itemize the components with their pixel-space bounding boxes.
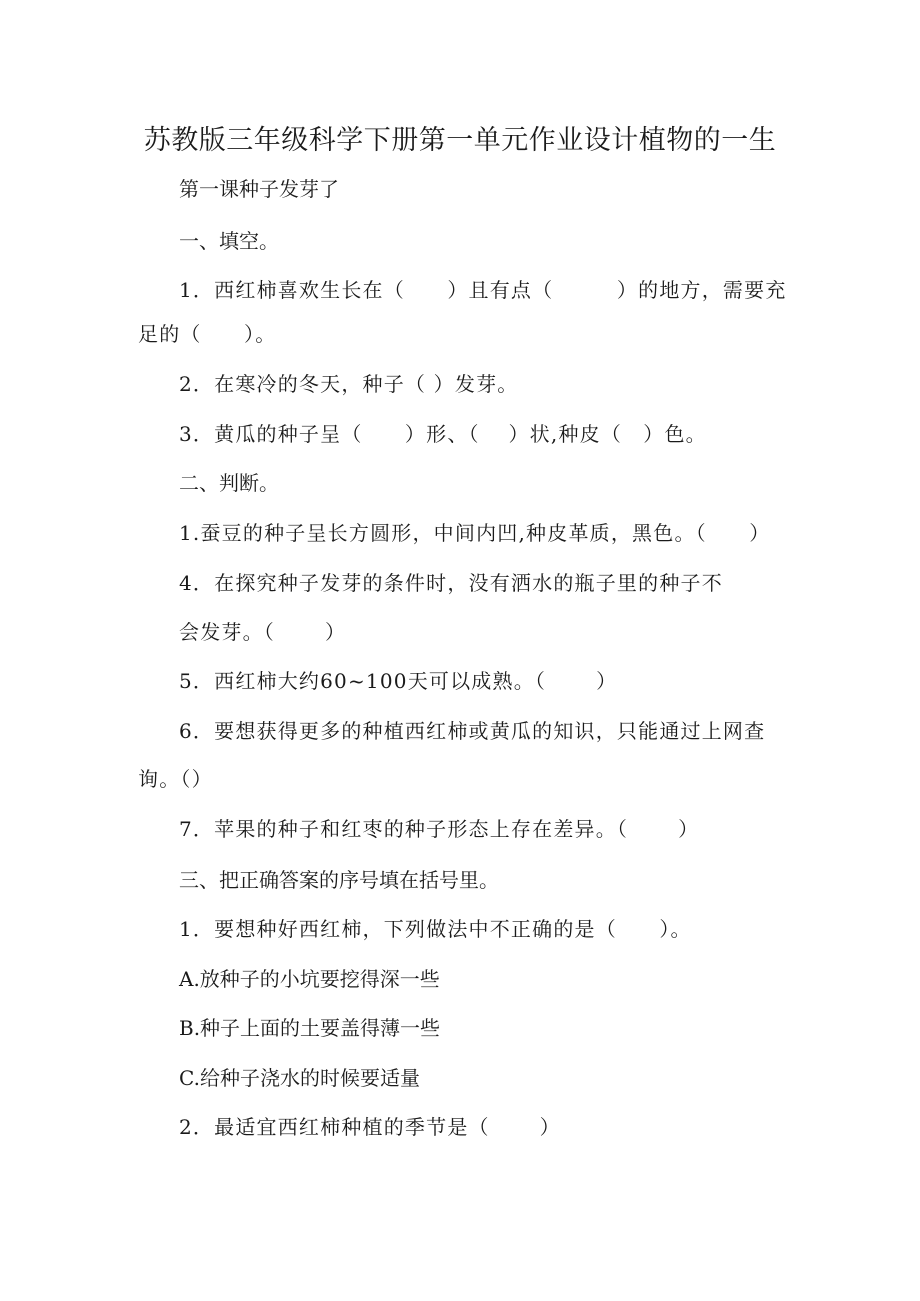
question-tf-5: 5．西红柿大约60~100天可以成熟。（ ）: [179, 669, 618, 693]
question-tf-4-line1: 4．在探究种子发芽的条件时，没有洒水的瓶子里的种子不: [179, 571, 723, 595]
question-tf-6-line2: 询。（）: [138, 767, 213, 791]
section-heading-multiple-choice: 三、把正确答案的序号填在括号里。: [179, 868, 499, 892]
option-mc-1-b: B.种子上面的土要盖得薄一些: [179, 1016, 441, 1040]
question-fill-1-line2: 足的（ ）。: [138, 322, 277, 346]
question-tf-4-line2: 会发芽。（ ）: [179, 620, 347, 644]
question-fill-2: 2．在寒冷的冬天，种子（ ）发芽。: [179, 372, 519, 396]
question-tf-7: 7．苹果的种子和红枣的种子形态上存在差异。（ ）: [179, 817, 700, 841]
section-heading-fill-blank: 一、填空。: [179, 229, 279, 253]
question-mc-1: 1．要想种好西红柿，下列做法中不正确的是（ ）。: [179, 917, 692, 941]
question-fill-1-line1: 1．西红柿喜欢生长在（ ）且有点（ ）的地方，需要充: [179, 278, 787, 302]
question-tf-1: 1.蚕豆的种子呈长方圆形，中间内凹,种皮革质，黑色。（ ）: [179, 521, 771, 545]
question-tf-6-line1: 6．要想获得更多的种植西红柿或黄瓜的知识，只能通过上网查: [179, 719, 766, 743]
document-title: 苏教版三年级科学下册第一单元作业设计植物的一生: [143, 125, 777, 156]
option-mc-1-a: A.放种子的小坑要挖得深一些: [179, 967, 440, 991]
question-fill-3: 3．黄瓜的种子呈（ ）形、（ ）状,种皮（ ）色。: [179, 422, 707, 446]
lesson-title: 第一课种子发芽了: [179, 177, 339, 201]
option-mc-1-c: C.给种子浇水的时候要适量: [179, 1066, 420, 1090]
section-heading-true-false: 二、判断。: [179, 471, 279, 495]
question-mc-2: 2．最适宜西红柿种植的季节是（ ）: [179, 1115, 561, 1139]
